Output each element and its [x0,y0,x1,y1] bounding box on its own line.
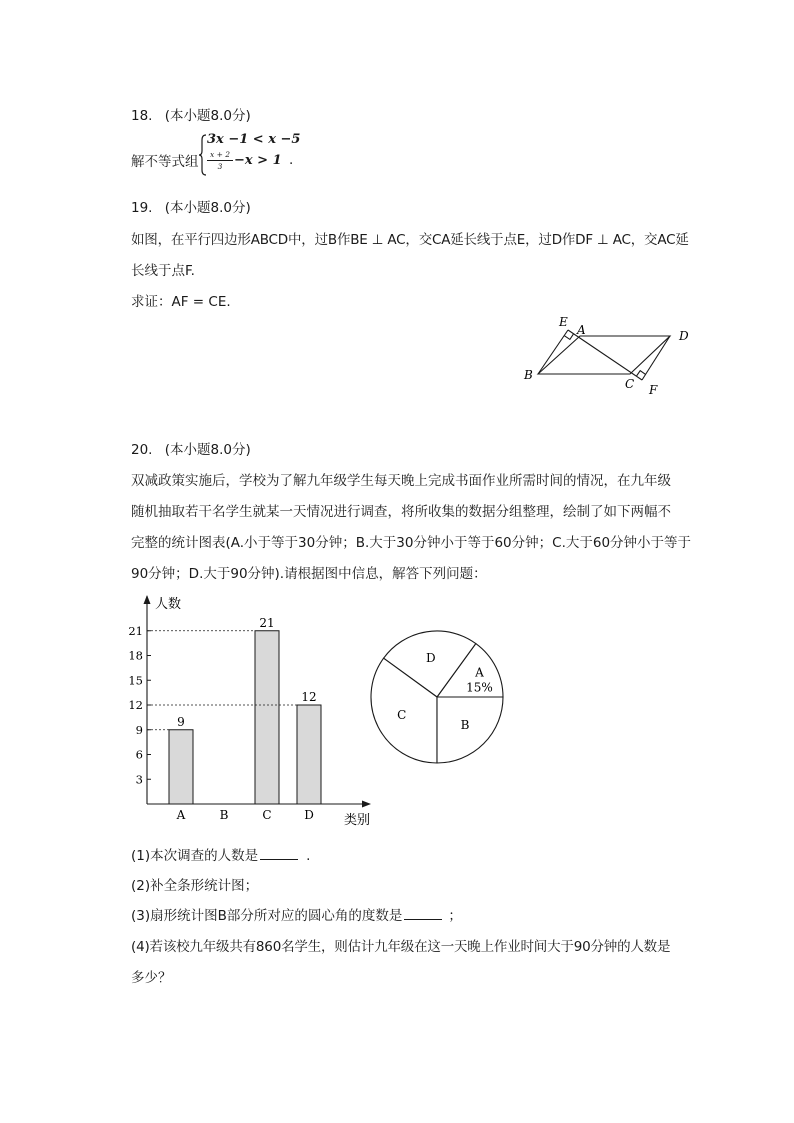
q20-para-line: 90分钟；D.大于90分钟).请根据图中信息，解答下列问题： [131,566,487,582]
q20-sub4a: (4)若该校九年级共有860名学生，则估计九年级在这一天晚上作业时间大于90分钟的人数是 [131,939,671,955]
q18-score: (本小题8.0分) [164,108,251,124]
x-tick-label: B [219,808,229,822]
q18-system [131,132,331,178]
y-tick-label: 12 [128,698,143,712]
x-tick-label: A [176,808,186,822]
pie-chart [365,625,515,775]
q18-line2-tail: −x > 1 [234,153,282,168]
q18-header [131,104,251,124]
pie-slice-label: B [460,718,470,733]
q18-frac-bar [207,160,233,161]
label-d: D [679,329,689,343]
parallelogram-figure [510,312,700,402]
q18-end: . [289,152,294,168]
pie-slice [437,697,503,763]
q20-header [131,438,251,458]
y-tick-label: 21 [128,623,143,638]
label-b: B [524,368,533,382]
q19-text2: 长线于点F. [131,263,195,279]
q19-text3: 求证：AF = CE. [131,294,231,310]
right-angle-mark-f [636,371,645,377]
y-axis-arrow-icon [144,595,151,604]
left-brace-icon [199,134,207,176]
q18-frac-num: x + 2 [209,150,231,159]
q20-sub2: (2)补全条形统计图； [131,878,259,894]
line-be [538,330,568,374]
q18-frac-den: 3 [217,162,223,171]
pie-slice-value-label: 15% [466,680,493,695]
y-tick-label: 3 [135,772,143,787]
bar [297,705,321,804]
q20-sub3 [131,904,462,924]
y-tick-label: 6 [135,747,143,762]
q20-score: (本小题8.0分) [164,442,251,458]
bar-data-label: 21 [259,615,275,630]
x-axis-arrow-icon [362,801,371,808]
q19-header [131,196,251,216]
y-tick-label: 18 [128,648,143,663]
y-tick-label: 15 [128,673,143,688]
q18-line1: 3x −1 < x −5 [207,132,301,147]
x-tick-label: D [304,808,314,822]
q20-sub1 [131,844,310,864]
line-ef [568,330,642,380]
pie-slice-label: D [425,650,436,665]
q20-sub4b: 多少？ [131,970,172,986]
y-tick-label: 9 [135,722,143,737]
q18-prefix: 解不等式组 [131,154,199,170]
pie-slices [371,631,503,763]
label-e: E [559,315,568,329]
y-axis-label: 人数 [155,597,182,612]
parallelogram-abcd [538,336,670,374]
q20-para-line: 随机抽取若干名学生就某一天情况进行调查，将所收集的数据分组整理，绘制了如下两幅不 [131,504,671,520]
q20-sub1-end: . [306,848,311,864]
x-axis-label: 类别 [344,813,371,828]
q18-number: 18. [131,108,153,124]
q20-sub3-text: (3)扇形统计图B部分所对应的圆心角的度数是 [131,908,403,924]
q20-para-line: 完整的统计图表(A.小于等于30分钟；B.大于30分钟小于等于60分钟；C.大于60分钟小于等于 [131,535,692,551]
answer-blank-1[interactable] [260,847,298,860]
q20-para-line: 双减政策实施后，学校为了解九年级学生每天晚上完成书面作业所需时间的情况，在九年级 [131,473,671,489]
right-angle-mark-e [565,334,574,339]
q19-number: 19. [131,200,153,216]
bar-data-label: 12 [301,690,317,704]
q19-text1: 如图，在平行四边形ABCD中，过B作BE ⊥ AC，交CA延长线于点E，过D作DF ⊥ AC，交AC延 [131,232,689,248]
bar-data-label: 9 [177,714,185,729]
bar-chart [128,590,388,835]
q20-sub1-text: (1)本次调查的人数是 [131,848,259,864]
answer-blank-3[interactable] [404,907,442,920]
bar [169,730,193,804]
q20-sub3-end: ； [448,908,462,924]
x-tick-label: C [262,808,272,822]
q20-number: 20. [131,442,153,458]
q19-score: (本小题8.0分) [164,200,251,216]
pie-slice-label: C [397,707,407,722]
label-f: F [649,383,658,397]
label-c: C [625,377,635,391]
pie-slice-label: A [475,665,484,680]
label-a: A [577,323,586,337]
bar [255,631,279,804]
